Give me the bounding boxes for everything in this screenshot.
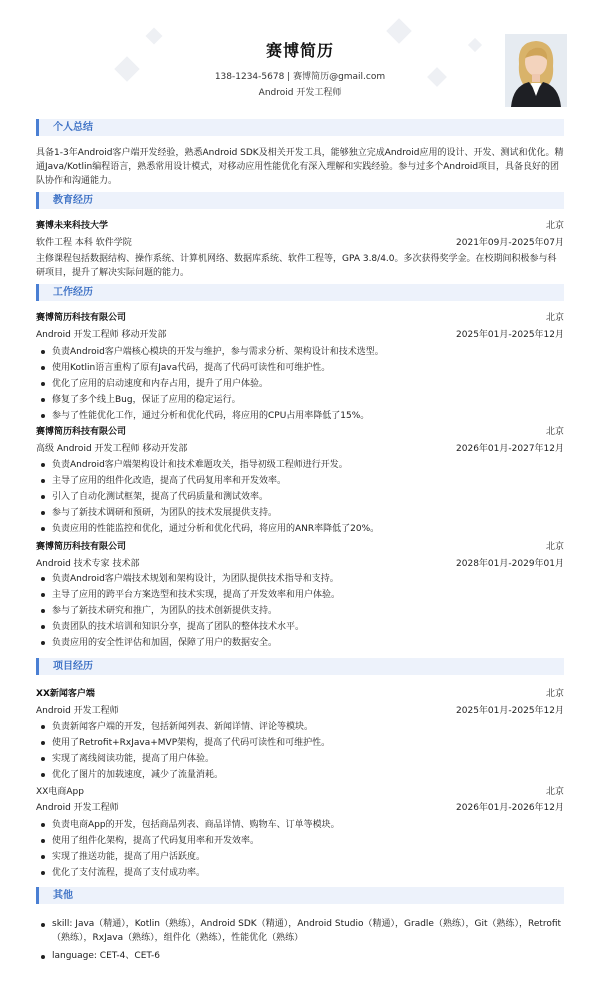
job-position: Android 开发工程师 移动开发部 [36,330,167,340]
company-name: 赛博简历科技有限公司 [36,542,127,552]
project-name: XX新闻客户端 [36,689,95,699]
list-item: 引入了自动化测试框架，提高了代码质量和测试效率。 [36,489,564,505]
list-item: 参与了新技术研究和推广，为团队的技术创新提供支持。 [36,603,564,619]
school-location: 北京 [545,221,564,231]
section-other-header: 其他 [36,887,564,904]
candidate-name: 赛博简历 [265,41,334,60]
job-header [36,540,564,554]
job-header [36,425,564,439]
job-subheader [36,442,564,456]
target-role: Android 开发工程师 [258,88,342,98]
list-item: 修复了多个线上Bug，保证了应用的稳定运行。 [36,392,564,408]
list-item: 主导了应用的跨平台方案选型和技术实现，提高了开发效率和用户体验。 [36,587,564,603]
list-item: 负责应用的安全性评估和加固，保障了用户的数据安全。 [36,635,564,651]
avatar-portrait-icon [505,34,567,107]
project-header [36,687,564,701]
list-item: 优化了应用的启动速度和内存占用，提升了用户体验。 [36,376,564,392]
list-item: 优化了支付流程，提高了支付成功率。 [36,865,564,881]
section-summary-header: 个人总结 [36,119,564,136]
list-item: 负责团队的技术培训和知识分享，提高了团队的整体技术水平。 [36,619,564,635]
job-header [36,311,564,325]
summary-text: 具备1-3年Android客户端开发经验，熟悉Android SDK及相关开发工具，能够独立完成Android应用的设计、开发、测试和优化。精通Java/Kotlin编程语言，熟悉常用设计模式，对移动应用性能优化有深入理解和实践经验。参与过多个Android项目，具备良好的团队协作和沟通能力。 [36,148,564,186]
profile-photo [505,34,567,107]
list-item: 主导了应用的组件化改造，提高了代码复用率和开发效率。 [36,473,564,489]
job-bullets [36,571,564,651]
job-location: 北京 [545,427,564,437]
list-item: 负责新闻客户端的开发，包括新闻列表、新闻详情、评论等模块。 [36,719,564,735]
project-period: 2025年01月-2025年12月 [456,706,564,716]
education-desc: 主修课程包括数据结构、操作系统、计算机网络、数据库系统、软件工程等，GPA 3.8/4.0。多次获得奖学金。在校期间积极参与科研项目，提升了解决实际问题的能力。 [36,254,557,278]
list-item: 负责应用的性能监控和优化，通过分析和优化代码，将应用的ANR率降低了20%。 [36,521,564,537]
job-period: 2025年01月-2025年12月 [456,330,564,340]
project-role: Android 开发工程师 [36,803,119,813]
job-bullets [36,457,564,537]
job-subheader [36,557,564,571]
job-position: 高级 Android 开发工程师 移动开发部 [36,444,188,454]
section-projects-header: 项目经历 [36,658,564,675]
job-period: 2026年01月-2027年12月 [456,444,564,454]
project-bullets [36,817,564,881]
project-header [36,785,564,799]
contact-info: 138-1234-5678 | 赛博简历@gmail.com [214,72,386,82]
section-education-header: 教育经历 [36,192,564,209]
list-item: 实现了推送功能，提高了用户活跃度。 [36,849,564,865]
project-period: 2026年01月-2026年12月 [456,803,564,813]
list-item: 实现了离线阅读功能，提高了用户体验。 [36,751,564,767]
company-name: 赛博简历科技有限公司 [36,313,127,323]
company-name: 赛博简历科技有限公司 [36,427,127,437]
list-item: 负责Android客户端技术规划和架构设计，为团队提供技术指导和支持。 [36,571,564,587]
job-location: 北京 [545,542,564,552]
project-role: Android 开发工程师 [36,706,119,716]
project-location: 北京 [545,689,564,699]
job-bullets [36,344,564,424]
language-item: language: CET-4、CET-6 [36,949,564,963]
project-bullets [36,719,564,783]
education-row-school [36,219,564,233]
list-item: 使用Kotlin语言重构了原有Java代码，提高了代码可读性和可维护性。 [36,360,564,376]
list-item: 参与了性能优化工作，通过分析和优化代码，将应用的CPU占用率降低了15%。 [36,408,564,424]
job-subheader [36,328,564,342]
list-item: 负责Android客户端架构设计和技术难题攻关，指导初级工程师进行开发。 [36,457,564,473]
education-period: 2021年09月-2025年07月 [456,238,564,248]
skills-item: skill: Java（精通），Kotlin（熟练），Android SDK（精通），Android Studio（精通），Gradle（熟练），Git（熟练），Retrofit（熟练），RxJava（熟练），组件化（熟练），性能优化（熟练） [36,917,564,945]
section-work-header: 工作经历 [36,284,564,301]
school-name: 赛博未来科技大学 [36,221,109,231]
list-item: 负责Android客户端核心模块的开发与维护，参与需求分析、架构设计和技术选型。 [36,344,564,360]
project-name: XX电商App [36,787,84,797]
degree-info: 软件工程 本科 软件学院 [36,238,132,248]
list-item: 负责电商App的开发，包括商品列表、商品详情、购物车、订单等模块。 [36,817,564,833]
list-item: 参与了新技术调研和预研，为团队的技术发展提供支持。 [36,505,564,521]
project-subheader [36,704,564,718]
education-row-degree [36,236,564,250]
job-position: Android 技术专家 技术部 [36,559,140,569]
project-subheader [36,801,564,815]
project-location: 北京 [545,787,564,797]
list-item: 优化了图片的加载速度，减少了流量消耗。 [36,767,564,783]
list-item: 使用了Retrofit+RxJava+MVP架构，提高了代码可读性和可维护性。 [36,735,564,751]
other-bullets [36,917,564,963]
job-period: 2028年01月-2029年01月 [456,559,564,569]
job-location: 北京 [545,313,564,323]
list-item: 使用了组件化架构，提高了代码复用率和开发效率。 [36,833,564,849]
